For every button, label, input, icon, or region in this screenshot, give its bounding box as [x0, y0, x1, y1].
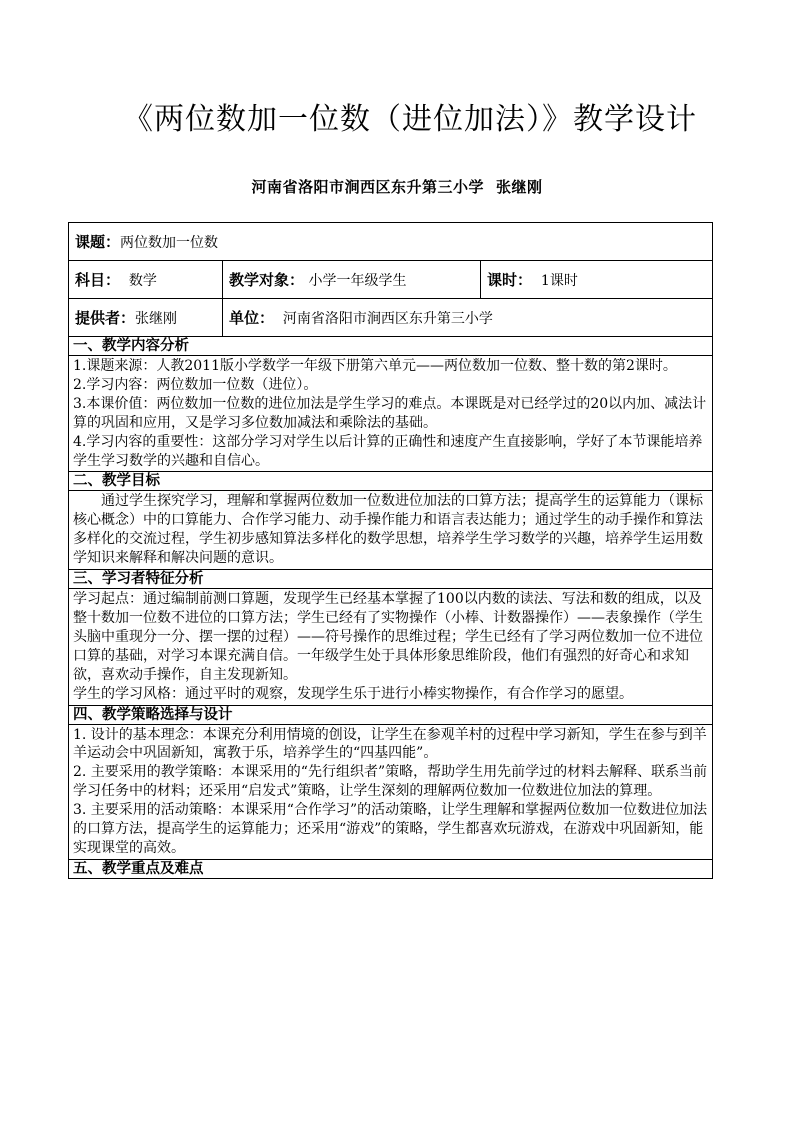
- provider-value: 张继刚: [135, 311, 178, 327]
- section-body-learner-analysis: [69, 589, 713, 705]
- topic-cell: [69, 223, 713, 261]
- audience-cell: [223, 261, 481, 299]
- paragraph: 3. 主要采用的活动策略：本课采用“合作学习”的活动策略，让学生理解和掌握两位数加一位数进位加法的口算方法，提高学生的运算能力；还采用“游戏”的策略，学生都喜欢玩游戏，在游戏中巩固新知，能实现课堂的高效。: [73, 802, 708, 856]
- unit-value: 河南省洛阳市涧西区东升第三小学: [282, 311, 493, 327]
- paragraph: 4.学习内容的重要性：这部分学习对学生以后计算的正确性和速度产生直接影响，学好了本节课能培养学生学习数学的兴趣和自信心。: [73, 433, 703, 469]
- unit-label: 单位：: [229, 309, 275, 327]
- unit-cell: [223, 299, 713, 337]
- section-heading-objectives: 二、教学目标: [69, 472, 713, 491]
- section-heading-content-analysis: 一、教学内容分析: [69, 337, 713, 356]
- document-title: 《两位数加一位数（进位加法）》教学设计: [123, 102, 697, 137]
- paragraph: 通过学生探究学习，理解和掌握两位数加一位数进位加法的口算方法；提高学生的运算能力（课标核心概念）中的口算能力、合作学习能力、动手操作能力和语言表达能力；通过学生的动手操作和算法多样化的交流过程，学生初步感知算法多样化的数学思想，培养学生学习数学的兴趣，培养学生运用数学知识来解释和解决问题的意识。: [73, 493, 703, 567]
- lesson-plan-table: [68, 222, 713, 879]
- subject-label: 科目：: [75, 271, 121, 289]
- paragraph: 1.课题来源：人教2011版小学数学一年级下册第六单元——两位数加一位数、整十数的第2课时。: [73, 358, 677, 374]
- author-line: [0, 176, 794, 197]
- paragraph: 2. 主要采用的教学策略：本课采用的“先行组织者”策略，帮助学生用先前学过的材料去解释、联系当前学习任务中的材料；还采用“启发式”策略，让学生深刻的理解两位数加一位数进位加法的算理。: [73, 764, 708, 800]
- section-heading-strategy: 四、教学策略选择与设计: [69, 705, 713, 724]
- paragraph: 1. 设计的基本理念：本课充分利用情境的创设，让学生在参观羊村的过程中学习新知，学生在参与到羊羊运动会中巩固新知，寓教于乐，培养学生的“四基四能”。: [73, 726, 707, 762]
- topic-label: 课题：: [75, 233, 121, 251]
- subject-value: 数学: [128, 273, 157, 289]
- section-heading-key-points: 五、教学重点及难点: [69, 859, 713, 878]
- section-body-objectives: [69, 491, 713, 570]
- subject-cell: [69, 261, 223, 299]
- paragraph: 学生的学习风格：通过平时的观察，发现学生乐于进行小棒实物操作，有合作学习的愿望。: [73, 685, 633, 702]
- provider-label: 提供者：: [75, 309, 136, 327]
- hours-label: 课时：: [487, 271, 533, 289]
- paragraph: 3.本课价值：两位数加一位数的进位加法是学生学习的难点。本课既是对已经学过的20以内加、减法计算的巩固和应用，又是学习多位数加减法和乘除法的基础。: [73, 395, 707, 431]
- section-body-content-analysis: [69, 356, 713, 472]
- author-school: 河南省洛阳市涧西区东升第三小学: [251, 178, 484, 196]
- section-body-strategy: [69, 724, 713, 859]
- author-name: 张继刚: [496, 178, 543, 196]
- audience-value: 小学一年级学生: [308, 273, 407, 289]
- hours-cell: [481, 261, 713, 299]
- paragraph: 2.学习内容：两位数加一位数（进位）。: [73, 376, 318, 393]
- section-heading-learner-analysis: 三、学习者特征分析: [69, 570, 713, 589]
- provider-cell: [69, 299, 223, 337]
- paragraph: 学习起点：通过编制前测口算题，发现学生已经基本掌握了100以内数的读法、写法和数的组成，以及整十数加一位数不进位的口算方法；学生已经有了实物操作（小棒、计数器操作）——表象操作（学生头脑中重现分一分、摆一摆的过程）——符号操作的思维过程；学生已经有了学习两位数加一位不进位口算的基础，对学习本课充满自信。一年级学生处于具体形象思维阶段，他们有强烈的好奇心和求知欲，喜欢动手操作，自主发现新知。: [73, 591, 703, 683]
- audience-label: 教学对象：: [229, 271, 305, 289]
- hours-value: 1课时: [540, 273, 578, 289]
- topic-value: 两位数加一位数: [120, 235, 219, 251]
